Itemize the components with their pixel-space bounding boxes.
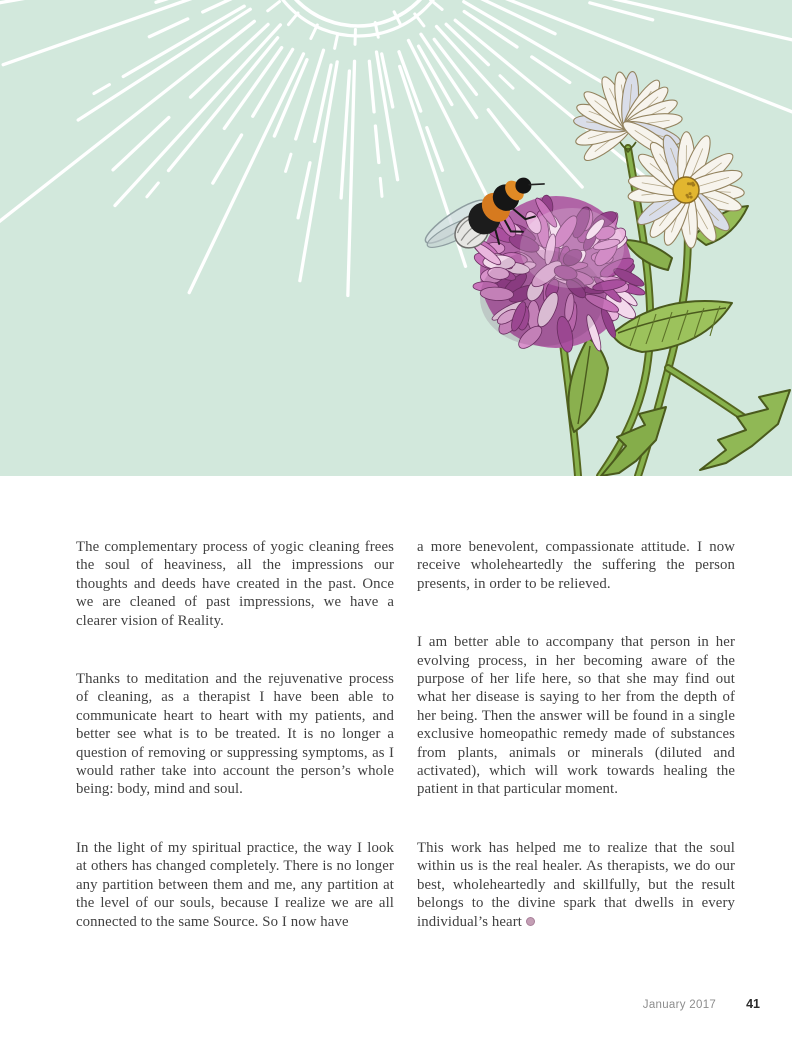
- paragraph-text: This work has helped me to realize that the soul within us is the real healer. As therapists, we do our best, wholeheartedly and skillfully, but the result belongs to the divine spark that dwells in every individual’s heart: [417, 839, 735, 930]
- paragraph: [417, 839, 735, 931]
- paragraph: Thanks to meditation and the rejuvenative process of cleaning, as a therapist I have been able to communicate heart to heart with my patients, and better see what is to be treated. It is no longer a question of removing or suppressing symptoms, as I would rather take into account the person’s whole being: body, mind and soul.: [76, 671, 394, 798]
- page-number-label: 41: [746, 997, 760, 1011]
- paragraph: In the light of my spiritual practice, the way I look at others has changed completely. There is no longer any partition between them and me, any partition at the level of our souls, because I realize we are all connected to the same Source. So I now have: [76, 839, 394, 930]
- article-body: [76, 538, 735, 971]
- paragraph: I am better able to accompany that person in her evolving process, in her becoming aware of the purpose of her life here, so that she may find out what her disease is saying to her from the depth of her being. Then the answer will be found in a single exclusive homeopathic remedy made of substances from plants, animals or minerals (diluted and activated), which will work towards healing the patient in that particular moment.: [417, 634, 735, 798]
- end-of-article-dot-icon: [526, 917, 535, 926]
- hero-section: [0, 0, 792, 476]
- text-column-right: [417, 538, 735, 971]
- paragraph: a more benevolent, compassionate attitude. I now receive wholeheartedly the suffering the person presents, in order to be relieved.: [417, 539, 735, 592]
- issue-date-label: January 2017: [642, 999, 717, 1011]
- text-column-left: [76, 538, 394, 971]
- bee-flowers-sun-illustration: [0, 0, 792, 476]
- paragraph: The complementary process of yogic cleaning frees the soul of heaviness, all the impressions our thoughts and deeds have created in the past. Once we are cleaned of past impressions, we have a clearer vision of Reality.: [76, 539, 394, 629]
- page-footer: [643, 997, 760, 1011]
